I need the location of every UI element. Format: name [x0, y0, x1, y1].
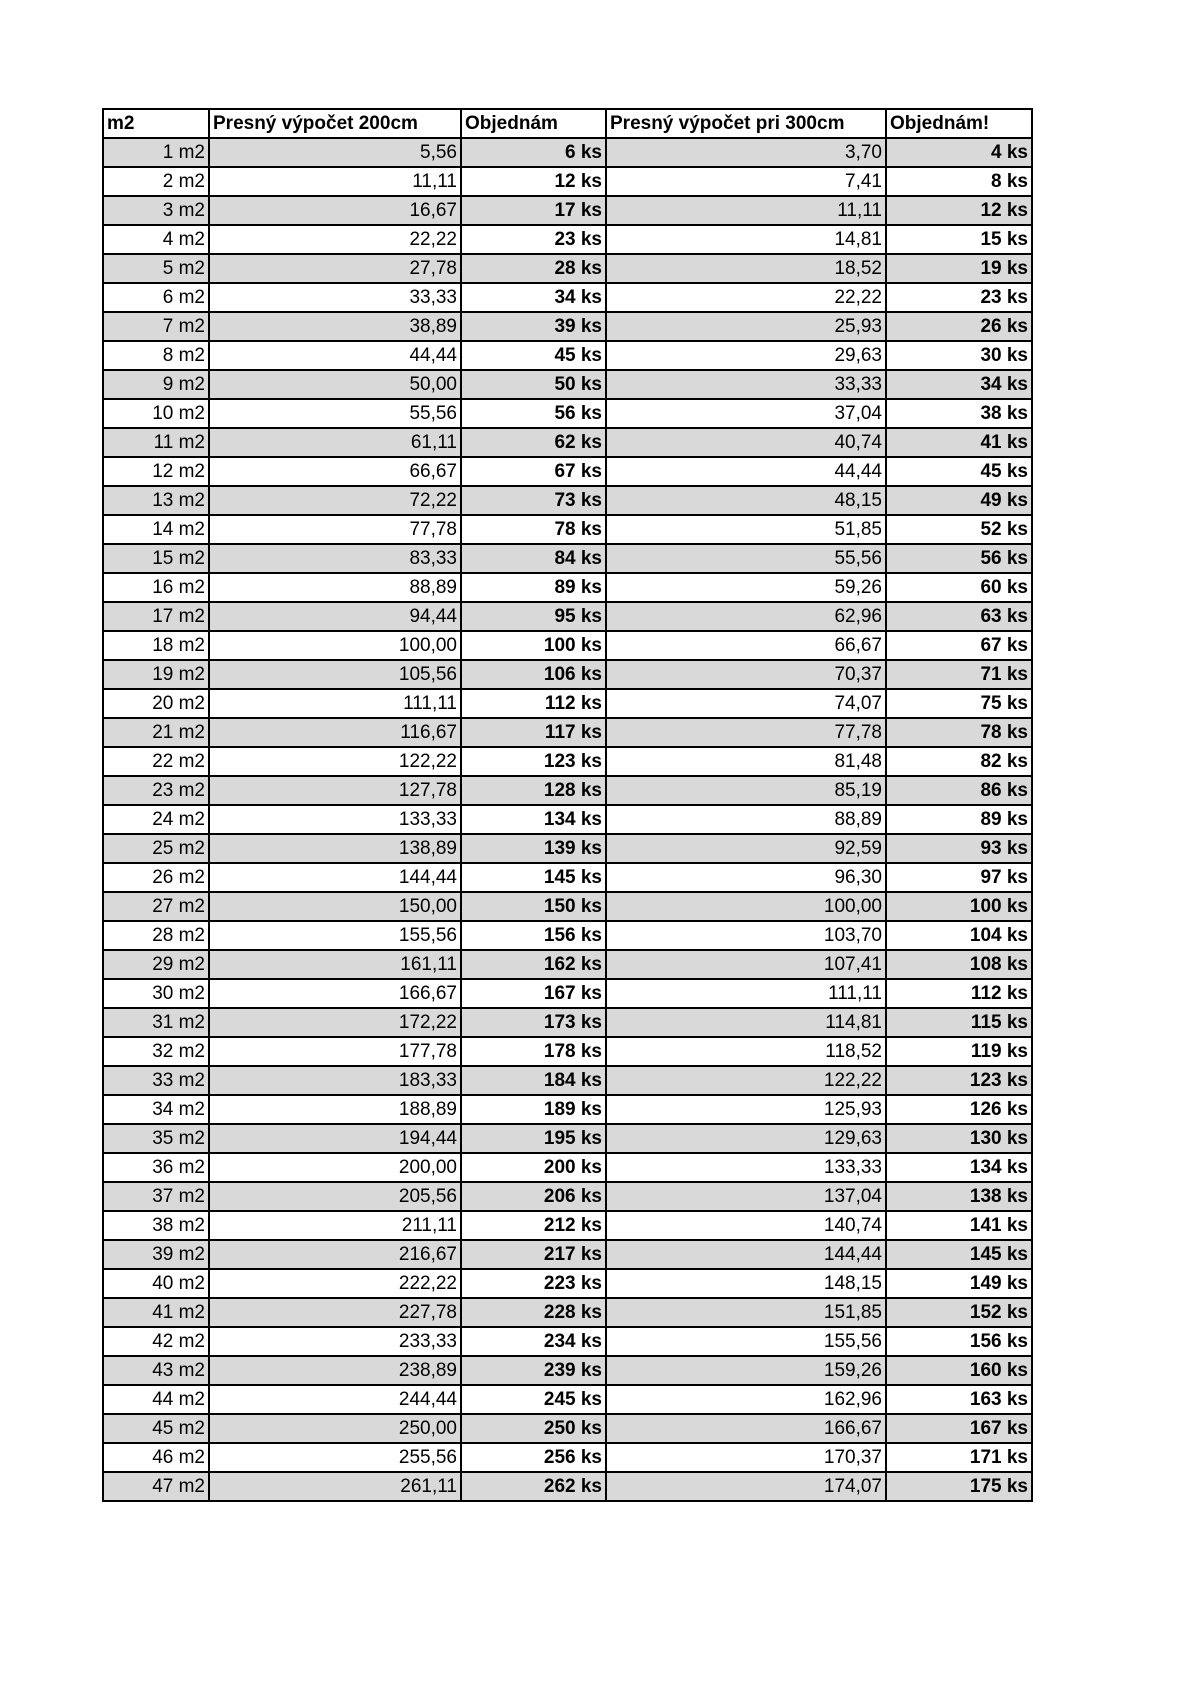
cell-order-200cm: 228 ks — [461, 1298, 606, 1327]
table-row — [103, 254, 1032, 283]
cell-order-300cm: 4 ks — [886, 138, 1032, 167]
cell-exact-200cm: 27,78 — [209, 254, 461, 283]
cell-area: 43 m2 — [103, 1356, 209, 1385]
cell-order-200cm: 139 ks — [461, 834, 606, 863]
table-row — [103, 1240, 1032, 1269]
cell-order-200cm: 100 ks — [461, 631, 606, 660]
cell-exact-200cm: 66,67 — [209, 457, 461, 486]
cell-order-200cm: 262 ks — [461, 1472, 606, 1501]
cell-exact-200cm: 155,56 — [209, 921, 461, 950]
cell-area: 42 m2 — [103, 1327, 209, 1356]
cell-order-200cm: 117 ks — [461, 718, 606, 747]
cell-order-200cm: 245 ks — [461, 1385, 606, 1414]
cell-order-200cm: 39 ks — [461, 312, 606, 341]
cell-order-300cm: 86 ks — [886, 776, 1032, 805]
cell-exact-200cm: 172,22 — [209, 1008, 461, 1037]
cell-exact-300cm: 137,04 — [606, 1182, 886, 1211]
cell-area: 24 m2 — [103, 805, 209, 834]
table-row — [103, 718, 1032, 747]
cell-order-300cm: 126 ks — [886, 1095, 1032, 1124]
cell-area: 11 m2 — [103, 428, 209, 457]
cell-order-300cm: 160 ks — [886, 1356, 1032, 1385]
cell-exact-200cm: 133,33 — [209, 805, 461, 834]
cell-area: 2 m2 — [103, 167, 209, 196]
table-row — [103, 1153, 1032, 1182]
cell-exact-300cm: 37,04 — [606, 399, 886, 428]
cell-order-300cm: 12 ks — [886, 196, 1032, 225]
table-row — [103, 283, 1032, 312]
table-row — [103, 1066, 1032, 1095]
cell-area: 14 m2 — [103, 515, 209, 544]
cell-area: 39 m2 — [103, 1240, 209, 1269]
cell-exact-300cm: 129,63 — [606, 1124, 886, 1153]
cell-exact-300cm: 55,56 — [606, 544, 886, 573]
cell-exact-300cm: 48,15 — [606, 486, 886, 515]
cell-exact-200cm: 161,11 — [209, 950, 461, 979]
cell-order-200cm: 84 ks — [461, 544, 606, 573]
cell-order-200cm: 89 ks — [461, 573, 606, 602]
cell-order-200cm: 50 ks — [461, 370, 606, 399]
cell-exact-300cm: 170,37 — [606, 1443, 886, 1472]
cell-area: 3 m2 — [103, 196, 209, 225]
cell-order-300cm: 167 ks — [886, 1414, 1032, 1443]
cell-area: 18 m2 — [103, 631, 209, 660]
cell-exact-300cm: 7,41 — [606, 167, 886, 196]
cell-order-200cm: 145 ks — [461, 863, 606, 892]
table-row — [103, 863, 1032, 892]
cell-exact-300cm: 107,41 — [606, 950, 886, 979]
table-row — [103, 892, 1032, 921]
cell-order-300cm: 97 ks — [886, 863, 1032, 892]
cell-exact-300cm: 111,11 — [606, 979, 886, 1008]
cell-exact-300cm: 29,63 — [606, 341, 886, 370]
cell-order-300cm: 82 ks — [886, 747, 1032, 776]
cell-order-200cm: 106 ks — [461, 660, 606, 689]
cell-exact-300cm: 144,44 — [606, 1240, 886, 1269]
cell-area: 30 m2 — [103, 979, 209, 1008]
cell-exact-200cm: 227,78 — [209, 1298, 461, 1327]
cell-exact-200cm: 244,44 — [209, 1385, 461, 1414]
cell-exact-300cm: 100,00 — [606, 892, 886, 921]
cell-order-300cm: 45 ks — [886, 457, 1032, 486]
cell-area: 1 m2 — [103, 138, 209, 167]
cell-order-200cm: 23 ks — [461, 225, 606, 254]
cell-order-300cm: 100 ks — [886, 892, 1032, 921]
cell-exact-200cm: 150,00 — [209, 892, 461, 921]
table-row — [103, 1443, 1032, 1472]
cell-area: 32 m2 — [103, 1037, 209, 1066]
cell-exact-200cm: 177,78 — [209, 1037, 461, 1066]
cell-exact-300cm: 22,22 — [606, 283, 886, 312]
cell-order-200cm: 62 ks — [461, 428, 606, 457]
header-exact-300cm: Presný výpočet pri 300cm — [606, 109, 886, 138]
cell-order-200cm: 156 ks — [461, 921, 606, 950]
cell-area: 28 m2 — [103, 921, 209, 950]
cell-order-300cm: 175 ks — [886, 1472, 1032, 1501]
cell-order-300cm: 156 ks — [886, 1327, 1032, 1356]
cell-exact-300cm: 74,07 — [606, 689, 886, 718]
cell-order-300cm: 93 ks — [886, 834, 1032, 863]
cell-area: 7 m2 — [103, 312, 209, 341]
table-row — [103, 1298, 1032, 1327]
table-row — [103, 457, 1032, 486]
cell-exact-300cm: 11,11 — [606, 196, 886, 225]
cell-exact-200cm: 233,33 — [209, 1327, 461, 1356]
cell-order-300cm: 71 ks — [886, 660, 1032, 689]
cell-order-200cm: 28 ks — [461, 254, 606, 283]
table-row — [103, 950, 1032, 979]
cell-exact-300cm: 40,74 — [606, 428, 886, 457]
table-row — [103, 805, 1032, 834]
cell-area: 13 m2 — [103, 486, 209, 515]
cell-order-300cm: 108 ks — [886, 950, 1032, 979]
cell-order-300cm: 41 ks — [886, 428, 1032, 457]
cell-exact-300cm: 125,93 — [606, 1095, 886, 1124]
table-row — [103, 486, 1032, 515]
cell-order-200cm: 128 ks — [461, 776, 606, 805]
cell-area: 33 m2 — [103, 1066, 209, 1095]
header-order-300cm: Objednám! — [886, 109, 1032, 138]
table-row — [103, 1124, 1032, 1153]
table-row — [103, 428, 1032, 457]
cell-exact-300cm: 151,85 — [606, 1298, 886, 1327]
cell-exact-200cm: 255,56 — [209, 1443, 461, 1472]
cell-area: 22 m2 — [103, 747, 209, 776]
table-row — [103, 1182, 1032, 1211]
table-row — [103, 1385, 1032, 1414]
cell-exact-200cm: 144,44 — [209, 863, 461, 892]
cell-area: 6 m2 — [103, 283, 209, 312]
cell-area: 8 m2 — [103, 341, 209, 370]
table-row — [103, 602, 1032, 631]
cell-exact-300cm: 59,26 — [606, 573, 886, 602]
cell-area: 40 m2 — [103, 1269, 209, 1298]
cell-area: 31 m2 — [103, 1008, 209, 1037]
cell-exact-200cm: 11,11 — [209, 167, 461, 196]
cell-exact-300cm: 62,96 — [606, 602, 886, 631]
cell-exact-300cm: 140,74 — [606, 1211, 886, 1240]
cell-exact-300cm: 96,30 — [606, 863, 886, 892]
cell-area: 44 m2 — [103, 1385, 209, 1414]
cell-exact-300cm: 25,93 — [606, 312, 886, 341]
cell-order-300cm: 145 ks — [886, 1240, 1032, 1269]
table-row — [103, 1211, 1032, 1240]
cell-order-200cm: 123 ks — [461, 747, 606, 776]
table-row — [103, 167, 1032, 196]
table-row — [103, 1472, 1032, 1501]
cell-area: 16 m2 — [103, 573, 209, 602]
cell-order-200cm: 162 ks — [461, 950, 606, 979]
cell-order-200cm: 12 ks — [461, 167, 606, 196]
cell-area: 36 m2 — [103, 1153, 209, 1182]
cell-exact-200cm: 194,44 — [209, 1124, 461, 1153]
cell-order-300cm: 52 ks — [886, 515, 1032, 544]
cell-order-300cm: 49 ks — [886, 486, 1032, 515]
table-row — [103, 312, 1032, 341]
cell-exact-300cm: 159,26 — [606, 1356, 886, 1385]
table-row — [103, 747, 1032, 776]
cell-exact-300cm: 118,52 — [606, 1037, 886, 1066]
cell-exact-300cm: 133,33 — [606, 1153, 886, 1182]
cell-order-300cm: 78 ks — [886, 718, 1032, 747]
cell-exact-200cm: 238,89 — [209, 1356, 461, 1385]
cell-order-200cm: 206 ks — [461, 1182, 606, 1211]
cell-exact-300cm: 14,81 — [606, 225, 886, 254]
cell-exact-200cm: 22,22 — [209, 225, 461, 254]
table-row — [103, 1356, 1032, 1385]
cell-area: 26 m2 — [103, 863, 209, 892]
cell-order-200cm: 189 ks — [461, 1095, 606, 1124]
table-row — [103, 776, 1032, 805]
cell-exact-200cm: 211,11 — [209, 1211, 461, 1240]
cell-exact-300cm: 162,96 — [606, 1385, 886, 1414]
cell-exact-200cm: 216,67 — [209, 1240, 461, 1269]
cell-order-200cm: 239 ks — [461, 1356, 606, 1385]
cell-order-300cm: 23 ks — [886, 283, 1032, 312]
header-exact-200cm: Presný výpočet 200cm — [209, 109, 461, 138]
cell-exact-300cm: 77,78 — [606, 718, 886, 747]
cell-order-300cm: 63 ks — [886, 602, 1032, 631]
cell-exact-300cm: 33,33 — [606, 370, 886, 399]
cell-order-300cm: 149 ks — [886, 1269, 1032, 1298]
cell-exact-200cm: 44,44 — [209, 341, 461, 370]
table-row — [103, 399, 1032, 428]
cell-area: 46 m2 — [103, 1443, 209, 1472]
cell-order-300cm: 130 ks — [886, 1124, 1032, 1153]
cell-order-300cm: 56 ks — [886, 544, 1032, 573]
cell-order-300cm: 30 ks — [886, 341, 1032, 370]
cell-order-200cm: 78 ks — [461, 515, 606, 544]
table-row — [103, 660, 1032, 689]
cell-exact-300cm: 88,89 — [606, 805, 886, 834]
cell-exact-200cm: 205,56 — [209, 1182, 461, 1211]
cell-order-200cm: 223 ks — [461, 1269, 606, 1298]
cell-exact-200cm: 100,00 — [209, 631, 461, 660]
cell-area: 37 m2 — [103, 1182, 209, 1211]
cell-exact-300cm: 18,52 — [606, 254, 886, 283]
cell-order-200cm: 200 ks — [461, 1153, 606, 1182]
cell-area: 10 m2 — [103, 399, 209, 428]
cell-order-200cm: 150 ks — [461, 892, 606, 921]
header-row — [103, 109, 1032, 138]
cell-order-200cm: 112 ks — [461, 689, 606, 718]
cell-order-200cm: 56 ks — [461, 399, 606, 428]
table-row — [103, 196, 1032, 225]
cell-order-300cm: 152 ks — [886, 1298, 1032, 1327]
cell-exact-300cm: 51,85 — [606, 515, 886, 544]
cell-exact-300cm: 85,19 — [606, 776, 886, 805]
table-row — [103, 515, 1032, 544]
cell-area: 41 m2 — [103, 1298, 209, 1327]
cell-exact-300cm: 66,67 — [606, 631, 886, 660]
cell-order-300cm: 89 ks — [886, 805, 1032, 834]
cell-order-300cm: 171 ks — [886, 1443, 1032, 1472]
cell-area: 29 m2 — [103, 950, 209, 979]
cell-exact-200cm: 55,56 — [209, 399, 461, 428]
cell-exact-300cm: 92,59 — [606, 834, 886, 863]
cell-area: 35 m2 — [103, 1124, 209, 1153]
cell-order-200cm: 184 ks — [461, 1066, 606, 1095]
cell-order-300cm: 123 ks — [886, 1066, 1032, 1095]
cell-area: 27 m2 — [103, 892, 209, 921]
cell-order-300cm: 67 ks — [886, 631, 1032, 660]
cell-exact-300cm: 122,22 — [606, 1066, 886, 1095]
calculation-table — [102, 108, 1033, 1502]
cell-order-300cm: 15 ks — [886, 225, 1032, 254]
cell-exact-200cm: 116,67 — [209, 718, 461, 747]
cell-order-300cm: 112 ks — [886, 979, 1032, 1008]
cell-order-300cm: 60 ks — [886, 573, 1032, 602]
cell-exact-200cm: 166,67 — [209, 979, 461, 1008]
cell-order-200cm: 212 ks — [461, 1211, 606, 1240]
cell-order-200cm: 173 ks — [461, 1008, 606, 1037]
cell-exact-200cm: 105,56 — [209, 660, 461, 689]
table-row — [103, 341, 1032, 370]
cell-area: 4 m2 — [103, 225, 209, 254]
cell-exact-200cm: 61,11 — [209, 428, 461, 457]
cell-exact-200cm: 250,00 — [209, 1414, 461, 1443]
cell-area: 5 m2 — [103, 254, 209, 283]
cell-area: 38 m2 — [103, 1211, 209, 1240]
table-row — [103, 138, 1032, 167]
cell-order-200cm: 73 ks — [461, 486, 606, 515]
table-body — [103, 138, 1032, 1501]
cell-exact-200cm: 188,89 — [209, 1095, 461, 1124]
cell-order-200cm: 195 ks — [461, 1124, 606, 1153]
table-row — [103, 1037, 1032, 1066]
cell-order-200cm: 17 ks — [461, 196, 606, 225]
cell-exact-200cm: 77,78 — [209, 515, 461, 544]
cell-order-200cm: 6 ks — [461, 138, 606, 167]
cell-order-200cm: 256 ks — [461, 1443, 606, 1472]
cell-order-300cm: 134 ks — [886, 1153, 1032, 1182]
table-row — [103, 979, 1032, 1008]
table-row — [103, 631, 1032, 660]
cell-order-200cm: 67 ks — [461, 457, 606, 486]
table-row — [103, 834, 1032, 863]
cell-area: 12 m2 — [103, 457, 209, 486]
cell-area: 17 m2 — [103, 602, 209, 631]
cell-area: 15 m2 — [103, 544, 209, 573]
table-row — [103, 921, 1032, 950]
cell-order-300cm: 38 ks — [886, 399, 1032, 428]
cell-exact-200cm: 222,22 — [209, 1269, 461, 1298]
cell-exact-200cm: 122,22 — [209, 747, 461, 776]
table-row — [103, 689, 1032, 718]
cell-area: 47 m2 — [103, 1472, 209, 1501]
cell-order-200cm: 234 ks — [461, 1327, 606, 1356]
cell-area: 19 m2 — [103, 660, 209, 689]
cell-exact-300cm: 155,56 — [606, 1327, 886, 1356]
cell-exact-300cm: 174,07 — [606, 1472, 886, 1501]
cell-order-300cm: 34 ks — [886, 370, 1032, 399]
cell-exact-200cm: 83,33 — [209, 544, 461, 573]
cell-order-300cm: 75 ks — [886, 689, 1032, 718]
cell-order-200cm: 134 ks — [461, 805, 606, 834]
cell-exact-300cm: 114,81 — [606, 1008, 886, 1037]
cell-exact-200cm: 5,56 — [209, 138, 461, 167]
cell-area: 34 m2 — [103, 1095, 209, 1124]
table-row — [103, 1269, 1032, 1298]
cell-order-300cm: 26 ks — [886, 312, 1032, 341]
cell-order-300cm: 138 ks — [886, 1182, 1032, 1211]
cell-exact-200cm: 88,89 — [209, 573, 461, 602]
cell-area: 9 m2 — [103, 370, 209, 399]
cell-order-200cm: 95 ks — [461, 602, 606, 631]
cell-exact-200cm: 16,67 — [209, 196, 461, 225]
table-row — [103, 544, 1032, 573]
cell-exact-200cm: 38,89 — [209, 312, 461, 341]
cell-order-300cm: 19 ks — [886, 254, 1032, 283]
cell-order-300cm: 104 ks — [886, 921, 1032, 950]
cell-area: 25 m2 — [103, 834, 209, 863]
cell-exact-200cm: 127,78 — [209, 776, 461, 805]
table-row — [103, 1414, 1032, 1443]
cell-order-200cm: 167 ks — [461, 979, 606, 1008]
cell-exact-200cm: 72,22 — [209, 486, 461, 515]
cell-exact-200cm: 111,11 — [209, 689, 461, 718]
cell-exact-200cm: 183,33 — [209, 1066, 461, 1095]
cell-exact-300cm: 44,44 — [606, 457, 886, 486]
cell-exact-200cm: 33,33 — [209, 283, 461, 312]
cell-order-300cm: 119 ks — [886, 1037, 1032, 1066]
cell-exact-300cm: 81,48 — [606, 747, 886, 776]
cell-order-200cm: 178 ks — [461, 1037, 606, 1066]
cell-area: 21 m2 — [103, 718, 209, 747]
cell-exact-200cm: 50,00 — [209, 370, 461, 399]
cell-exact-200cm: 261,11 — [209, 1472, 461, 1501]
cell-order-300cm: 115 ks — [886, 1008, 1032, 1037]
table-row — [103, 1008, 1032, 1037]
table-row — [103, 225, 1032, 254]
cell-exact-200cm: 94,44 — [209, 602, 461, 631]
cell-order-200cm: 217 ks — [461, 1240, 606, 1269]
cell-area: 20 m2 — [103, 689, 209, 718]
cell-exact-300cm: 148,15 — [606, 1269, 886, 1298]
cell-exact-300cm: 166,67 — [606, 1414, 886, 1443]
cell-exact-200cm: 200,00 — [209, 1153, 461, 1182]
cell-exact-300cm: 103,70 — [606, 921, 886, 950]
cell-order-200cm: 34 ks — [461, 283, 606, 312]
cell-order-200cm: 250 ks — [461, 1414, 606, 1443]
cell-order-200cm: 45 ks — [461, 341, 606, 370]
cell-area: 45 m2 — [103, 1414, 209, 1443]
cell-order-300cm: 141 ks — [886, 1211, 1032, 1240]
table-row — [103, 1327, 1032, 1356]
cell-exact-300cm: 3,70 — [606, 138, 886, 167]
cell-order-300cm: 8 ks — [886, 167, 1032, 196]
header-m2: m2 — [103, 109, 209, 138]
table-row — [103, 573, 1032, 602]
table-row — [103, 1095, 1032, 1124]
cell-area: 23 m2 — [103, 776, 209, 805]
table-row — [103, 370, 1032, 399]
cell-exact-200cm: 138,89 — [209, 834, 461, 863]
cell-order-300cm: 163 ks — [886, 1385, 1032, 1414]
header-order-200cm: Objednám — [461, 109, 606, 138]
cell-exact-300cm: 70,37 — [606, 660, 886, 689]
